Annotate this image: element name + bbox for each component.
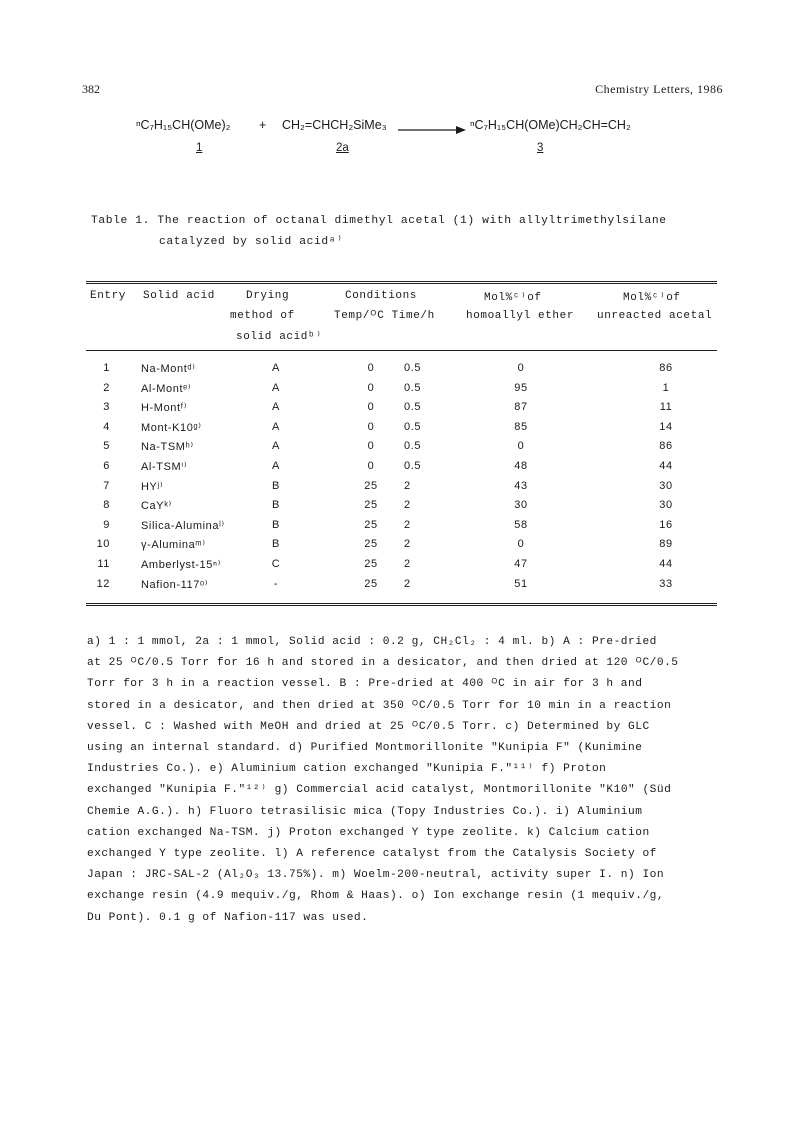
footnote-line: exchanged "Kunipia F."¹²⁾ g) Commercial acid catalyst, Montmorillonite "K10" (Süd xyxy=(87,784,672,797)
header-drying-1: Drying xyxy=(246,290,290,302)
table-header-rule xyxy=(86,350,717,351)
cell-drying-method: A xyxy=(272,440,280,453)
cell-solid-acid: H-Montᶠ⁾ xyxy=(141,402,188,415)
cell-entry: 5 xyxy=(103,440,110,453)
cell-mol-acetal: 44 xyxy=(659,558,673,570)
cell-drying-method: A xyxy=(272,460,280,472)
cell-entry: 7 xyxy=(103,479,110,492)
cell-mol-ether: 48 xyxy=(514,460,528,472)
footnote-line: Japan : JRC-SAL-2 (Al₂O₃ 13.75%). m) Woelm-200-neutral, activity super I. n) Ion xyxy=(87,869,665,882)
table-bottom-rule-double xyxy=(86,605,717,606)
cell-mol-ether: 43 xyxy=(514,479,528,492)
footnote-line: using an internal standard. d) Purified Montmorillonite "Kunipia F" (Kunimine xyxy=(87,742,643,755)
cell-entry: 1 xyxy=(103,362,110,374)
header-drying-2: method of xyxy=(230,310,295,322)
footnote-line: stored in a desicator, and then dried at 350 ᴼC/0.5 Torr for 10 min in a reaction xyxy=(87,699,672,712)
reactant-2: CH₂=CHCH₂SiMe₃ xyxy=(282,118,387,132)
reactant-1: ⁿC₇H₁₅CH(OMe)₂ xyxy=(136,118,231,132)
cell-mol-acetal: 16 xyxy=(659,518,673,531)
cell-mol-acetal: 1 xyxy=(662,381,670,394)
cell-time: 0.5 xyxy=(404,440,422,453)
footnote-line: cation exchanged Na-TSM. j) Proton exchanged Y type zeolite. k) Calcium cation xyxy=(87,826,650,839)
cell-temp: 25 xyxy=(364,479,378,492)
cell-time: 2 xyxy=(404,577,411,590)
cell-drying-method: A xyxy=(272,381,280,394)
cell-mol-ether: 0 xyxy=(517,538,525,551)
cell-drying-method: B xyxy=(272,479,280,492)
table-row xyxy=(86,362,717,381)
cell-mol-acetal: 11 xyxy=(659,401,673,414)
cell-entry: 9 xyxy=(103,518,110,531)
footnote-line: exchange resin (4.9 mequiv./g, Rhom & Haas). o) Ion exchange resin (1 mequiv./g, xyxy=(87,890,665,903)
cell-entry: 2 xyxy=(103,381,110,394)
plus-sign: + xyxy=(259,118,267,132)
header-conditions: Conditions xyxy=(345,290,418,302)
header-mol-ether-2: homoallyl ether xyxy=(466,310,575,322)
header-drying-3: solid acidᵇ⁾ xyxy=(236,331,323,343)
header-mol-ether-1: Mol%ᶜ⁾of xyxy=(484,292,542,304)
cell-mol-acetal: 30 xyxy=(659,479,673,492)
cell-drying-method: A xyxy=(272,420,280,433)
cell-time: 0.5 xyxy=(404,401,422,414)
cell-mol-acetal: 14 xyxy=(659,420,673,433)
cell-time: 0.5 xyxy=(404,381,422,394)
cell-entry: 11 xyxy=(97,558,110,570)
cell-time: 0.5 xyxy=(404,362,422,374)
cell-temp: 0 xyxy=(367,460,375,472)
product: ⁿC₇H₁₅CH(OMe)CH₂CH=CH₂ xyxy=(470,118,631,132)
cell-temp: 25 xyxy=(364,518,378,531)
footnote-line: exchanged Y type zeolite. l) A reference catalyst from the Catalysis Society of xyxy=(87,848,657,861)
cell-temp: 25 xyxy=(364,499,378,512)
reaction-arrow-icon xyxy=(398,125,466,135)
footnote-line: Chemie A.G.). h) Fluoro tetrasilisic mica (Topy Industries Co.). i) Aluminium xyxy=(87,805,643,818)
cell-mol-ether: 51 xyxy=(514,577,528,590)
page-number: 382 xyxy=(82,82,100,96)
cell-mol-ether: 85 xyxy=(514,420,528,433)
cell-mol-ether: 0 xyxy=(517,362,525,374)
header-temp-time: Temp/ᴼC Time/h xyxy=(334,310,435,322)
cell-mol-ether: 30 xyxy=(514,499,528,512)
cell-time: 2 xyxy=(404,518,411,531)
table-row xyxy=(86,421,717,440)
cell-temp: 25 xyxy=(364,538,378,551)
cell-mol-acetal: 86 xyxy=(659,362,673,374)
reactant-1-label: 1 xyxy=(196,142,203,154)
cell-drying-method: A xyxy=(272,401,280,414)
table-top-rule-double xyxy=(86,283,717,284)
footnote-line: Du Pont). 0.1 g of Nafion-117 was used. xyxy=(87,911,369,924)
cell-solid-acid: Silica-Aluminaˡ⁾ xyxy=(141,519,225,532)
cell-time: 2 xyxy=(404,558,411,570)
table-top-rule xyxy=(86,281,717,282)
cell-solid-acid: Al-TSMⁱ⁾ xyxy=(141,461,188,473)
table-row xyxy=(86,401,717,420)
cell-temp: 0 xyxy=(367,362,375,374)
cell-time: 0.5 xyxy=(404,460,422,472)
cell-mol-acetal: 89 xyxy=(659,538,673,551)
cell-solid-acid: CaYᵏ⁾ xyxy=(141,500,172,513)
cell-time: 0.5 xyxy=(404,420,422,433)
cell-mol-ether: 95 xyxy=(514,381,528,394)
cell-mol-ether: 87 xyxy=(514,401,528,414)
header-entry: Entry xyxy=(90,290,127,302)
cell-drying-method: B xyxy=(272,499,280,512)
table-row xyxy=(86,558,717,577)
table-row xyxy=(86,499,717,518)
cell-solid-acid: Na-Montᵈ⁾ xyxy=(141,363,196,375)
footnote-line: a) 1 : 1 mmol, 2a : 1 mmol, Solid acid : 0.2 g, CH₂Cl₂ : 4 ml. b) A : Pre-dried xyxy=(87,636,657,648)
header-mol-acetal-2: unreacted acetal xyxy=(597,310,713,322)
reactant-2-label: 2a xyxy=(336,142,349,154)
cell-solid-acid: Mont-K10ᵍ⁾ xyxy=(141,421,202,434)
cell-mol-ether: 47 xyxy=(514,558,528,570)
table-row xyxy=(86,578,717,597)
header-solid-acid: Solid acid xyxy=(143,290,216,302)
reaction-scheme xyxy=(0,118,793,162)
cell-temp: 25 xyxy=(364,558,378,570)
cell-solid-acid: γ-Aluminaᵐ⁾ xyxy=(141,539,206,552)
footnotes xyxy=(87,632,732,929)
footnote-line: Torr for 3 h in a reaction vessel. B : Pre-dried at 400 ᴼC in air for 3 h and xyxy=(87,678,643,691)
cell-entry: 3 xyxy=(103,401,110,414)
table-row xyxy=(86,382,717,401)
cell-mol-acetal: 44 xyxy=(659,460,673,472)
cell-drying-method: B xyxy=(272,518,280,531)
product-label: 3 xyxy=(537,142,544,154)
cell-drying-method: B xyxy=(272,538,280,551)
cell-time: 2 xyxy=(404,479,411,492)
cell-temp: 0 xyxy=(367,420,375,433)
table-caption xyxy=(91,211,731,253)
cell-drying-method: C xyxy=(271,558,281,570)
footnote-line: at 25 ᴼC/0.5 Torr for 16 h and stored in a desicator, and then dried at 120 ᴼC/0.5 xyxy=(87,657,679,670)
caption-line-1: Table 1. The reaction of octanal dimethyl acetal (1) with allyltrimethylsilane xyxy=(91,215,667,227)
cell-temp: 0 xyxy=(367,440,375,453)
table-bottom-rule xyxy=(86,603,717,604)
cell-mol-ether: 58 xyxy=(514,518,528,531)
footnote-line: Industries Co.). e) Aluminium cation exchanged "Kunipia F."¹¹⁾ f) Proton xyxy=(87,763,607,776)
cell-entry: 12 xyxy=(96,577,110,590)
table-row xyxy=(86,519,717,538)
cell-temp: 0 xyxy=(367,401,375,414)
cell-solid-acid: Amberlyst-15ⁿ⁾ xyxy=(141,559,221,571)
cell-entry: 10 xyxy=(96,538,110,551)
cell-entry: 8 xyxy=(103,499,110,512)
cell-solid-acid: HYʲ⁾ xyxy=(141,480,164,493)
cell-mol-acetal: 33 xyxy=(659,577,673,590)
table-row xyxy=(86,538,717,557)
cell-time: 2 xyxy=(404,538,411,551)
journal-header: Chemistry Letters, 1986 xyxy=(595,82,723,96)
cell-mol-ether: 0 xyxy=(517,440,525,453)
table-row xyxy=(86,460,717,479)
cell-time: 2 xyxy=(404,499,411,512)
cell-drying-method: A xyxy=(272,362,280,374)
cell-mol-acetal: 86 xyxy=(659,440,673,453)
cell-solid-acid: Na-TSMʰ⁾ xyxy=(141,441,194,454)
cell-solid-acid: Al-Montᵉ⁾ xyxy=(141,382,192,395)
cell-entry: 4 xyxy=(103,420,110,433)
cell-temp: 25 xyxy=(364,577,378,590)
cell-entry: 6 xyxy=(103,460,110,472)
cell-drying-method: - xyxy=(273,577,279,590)
cell-temp: 0 xyxy=(367,381,375,394)
table-row xyxy=(86,440,717,459)
footnote-line: vessel. C : Washed with MeOH and dried at 25 ᴼC/0.5 Torr. c) Determined by GLC xyxy=(87,720,650,733)
header-mol-acetal-1: Mol%ᶜ⁾of xyxy=(623,292,681,304)
cell-mol-acetal: 30 xyxy=(659,499,673,512)
cell-solid-acid: Nafion-117ᵒ⁾ xyxy=(141,578,209,591)
caption-line-2: catalyzed by solid acidᵃ⁾ xyxy=(159,236,344,248)
table-row xyxy=(86,480,717,499)
